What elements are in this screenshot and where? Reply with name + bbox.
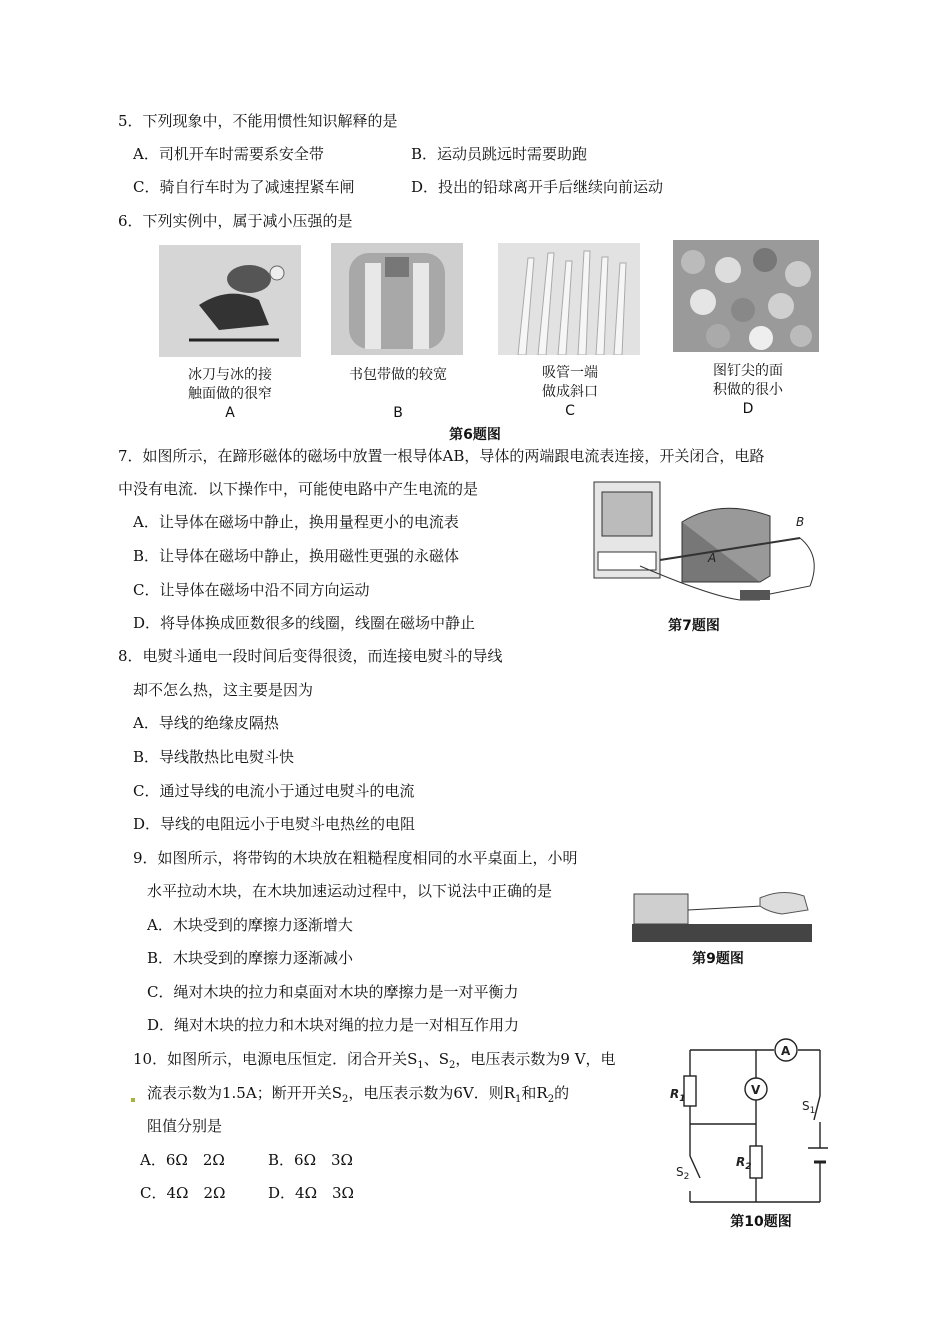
q9-stem-line2: 水平拉动木块，在木块加速运动过程中，以下说法中正确的是 [147, 882, 553, 900]
q8-stem-line1: 8．电熨斗通电一段时间后变得很烫，而连接电熨斗的导线 [118, 647, 503, 665]
q10-voltmeter-symbol: V [751, 1083, 761, 1097]
q7-figure-caption: 第7题图 [668, 618, 720, 634]
q8-option-b: B．导线散热比电熨斗快 [133, 748, 295, 766]
q6-figure-caption: 第6题图 [449, 427, 501, 443]
q7-option-c: C．让导体在磁场中沿不同方向运动 [133, 581, 370, 599]
q9-figure-block-pull [632, 884, 812, 942]
q5-option-d: D．投出的铅球离开手后继续向前运动 [411, 178, 664, 196]
q10-stem-line3: 阻值分别是 [147, 1117, 223, 1135]
q6-caption-c-line2: 做成斜口 [542, 384, 598, 400]
q7-label-b: B [796, 515, 805, 529]
q7-figure-circuit [590, 476, 826, 606]
q6-stem: 6．下列实例中，属于减小压强的是 [118, 212, 353, 230]
q8-option-d: D．导线的电阻远小于电熨斗电热丝的电阻 [133, 815, 416, 833]
q10-label-r1: R [670, 1087, 680, 1101]
q6-caption-c-letter: C [565, 403, 575, 419]
q6-photo-a-skater [159, 245, 301, 357]
q10-label-s2: S [676, 1165, 684, 1179]
q10-label-s1-sub: 1 [809, 1106, 816, 1116]
q7-label-a: A [708, 551, 717, 565]
q5-option-c: C．骑自行车时为了减速捏紧车闸 [133, 178, 355, 196]
q10-option-c: C．4Ω 2Ω [140, 1184, 226, 1202]
q5-option-a: A．司机开车时需要系安全带 [133, 145, 324, 163]
q7-option-b: B．让导体在磁场中静止，换用磁性更强的永磁体 [133, 547, 460, 565]
svg-text:S2 [676, 1165, 689, 1182]
q6-caption-a-letter: A [225, 405, 235, 421]
svg-text:R1 [670, 1087, 686, 1104]
q10-label-s2-sub: 2 [683, 1172, 690, 1182]
q7-stem-line1: 7．如图所示，在蹄形磁体的磁场中放置一根导体AB，导体的两端跟电流表连接，开关闭合，电路 [118, 447, 765, 465]
q6-caption-d-line2: 积做的很小 [713, 382, 783, 398]
q6-caption-a-line1: 冰刀与冰的接 [188, 367, 272, 383]
q9-option-d: D．绳对木块的拉力和木块对绳的拉力是一对相互作用力 [147, 1016, 520, 1034]
q10-ammeter-symbol: A [781, 1044, 791, 1058]
q7-option-a: A．让导体在磁场中静止，换用量程更小的电流表 [133, 513, 459, 531]
q10-option-a: A．6Ω 2Ω [140, 1151, 225, 1169]
q6-caption-d-letter: D [742, 401, 754, 417]
q7-option-d: D．将导体换成匝数很多的线圈，线圈在磁场中静止 [133, 614, 476, 632]
q10-option-b: B．6Ω 3Ω [268, 1151, 353, 1169]
q10-label-r2-sub: 2 [745, 1162, 752, 1172]
q10-figure-caption: 第10题图 [730, 1214, 792, 1230]
marker-dot [131, 1098, 135, 1102]
q6-photo-c-straws [498, 243, 640, 355]
q5-stem: 5．下列现象中，不能用惯性知识解释的是 [118, 112, 398, 130]
q6-caption-b-letter: B [393, 405, 403, 421]
svg-text:R2 [736, 1155, 752, 1172]
q9-option-c: C．绳对木块的拉力和桌面对木块的摩擦力是一对平衡力 [147, 983, 519, 1001]
q10-stem-line1: 10．如图所示，电源电压恒定．闭合开关$S_1$、$S_2$，电压表示数为9 V，电 [133, 1050, 616, 1071]
q9-figure-caption: 第9题图 [692, 951, 744, 967]
q5-option-b: B．运动员跳远时需要助跑 [411, 145, 588, 163]
q10-label-r1-sub: 1 [679, 1094, 686, 1104]
q10-figure-circuit-diagram [668, 1036, 828, 1208]
q6-photo-d-thumbtacks [673, 240, 819, 352]
svg-text:S1 [802, 1099, 815, 1116]
q10-stem-line2: 流表示数为1.5A；断开开关$S_2$，电压表示数为6V．则$R_1$和$R_2$的 [147, 1084, 570, 1105]
q6-caption-d-line1: 图钉尖的面 [713, 363, 783, 379]
q8-option-c: C．通过导线的电流小于通过电熨斗的电流 [133, 782, 415, 800]
q6-caption-c-line1: 吸管一端 [542, 365, 598, 381]
q7-stem-line2: 中没有电流．以下操作中，可能使电路中产生电流的是 [118, 480, 479, 498]
q10-option-d: D．4Ω 3Ω [268, 1184, 354, 1202]
q6-caption-b-line1: 书包带做的较宽 [349, 367, 447, 383]
q6-photo-b-backpack [331, 243, 463, 355]
q10-label-r2: R [736, 1155, 746, 1169]
q9-stem-line1: 9．如图所示，将带钩的木块放在粗糙程度相同的水平桌面上，小明 [133, 849, 578, 867]
q9-option-a: A．木块受到的摩擦力逐渐增大 [147, 916, 353, 934]
q9-option-b: B．木块受到的摩擦力逐渐减小 [147, 949, 354, 967]
q10-label-s1: S [802, 1099, 810, 1113]
q8-stem-line2: 却不怎么热，这主要是因为 [133, 681, 314, 699]
q8-option-a: A．导线的绝缘皮隔热 [133, 714, 279, 732]
q6-caption-a-line2: 触面做的很窄 [188, 386, 272, 402]
